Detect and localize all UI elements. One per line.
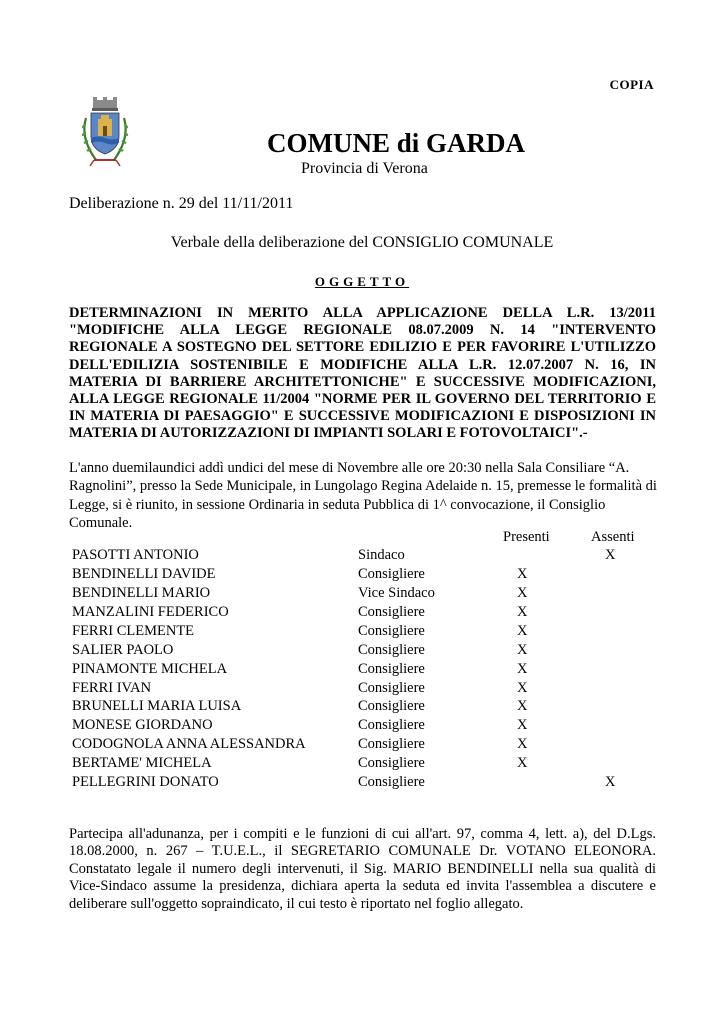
member-role: Consigliere xyxy=(358,755,425,771)
member-name: MONESE GIORDANO xyxy=(72,717,213,733)
table-row xyxy=(72,604,662,623)
table-row xyxy=(72,547,662,566)
member-role: Sindaco xyxy=(358,547,405,563)
member-name: BRUNELLI MARIA LUISA xyxy=(72,698,242,714)
member-name: CODOGNOLA ANNA ALESSANDRA xyxy=(72,736,306,752)
present-mark: X xyxy=(517,717,528,733)
table-row xyxy=(72,585,662,604)
present-mark: X xyxy=(517,661,528,677)
present-mark: X xyxy=(517,623,528,639)
member-name: SALIER PAOLO xyxy=(72,642,174,658)
present-mark: X xyxy=(517,680,528,696)
present-mark: X xyxy=(517,604,528,620)
member-role: Consigliere xyxy=(358,604,425,620)
member-name: BENDINELLI MARIO xyxy=(72,585,211,601)
member-name: PINAMONTE MICHELA xyxy=(72,661,228,677)
present-mark: X xyxy=(517,698,528,714)
deliberation-number: Deliberazione n. 29 del 11/11/2011 xyxy=(69,195,294,212)
present-mark: X xyxy=(517,755,528,771)
member-name: FERRI IVAN xyxy=(72,680,152,696)
present-mark: X xyxy=(517,642,528,658)
absent-column-header: Assenti xyxy=(591,529,635,545)
subject-heading: OGGETTO xyxy=(314,274,410,289)
member-role: Consigliere xyxy=(358,661,425,677)
table-row xyxy=(72,717,662,736)
member-role: Consigliere xyxy=(358,642,425,658)
table-row xyxy=(72,698,662,717)
table-row xyxy=(72,755,662,774)
member-name: BERTAME' MICHELA xyxy=(72,755,212,771)
copy-mark: COPIA xyxy=(609,77,654,92)
present-mark: X xyxy=(517,736,528,752)
subject-text: DETERMINAZIONI IN MERITO ALLA APPLICAZIONE DELLA L.R. 13/2011 "MODIFICHE ALLA LEGGE REGIONALE 08.07.2009 N. 14 "INTERVENTO REGIONALE A SOSTEGNO DEL SETTORE EDILIZIO E PER FAVORIRE L'UTILIZZO DELL'EDILIZIA SOSTENIBILE E MODIFICHE ALLA L.R. 12.07.2007 N. 16, IN MATERIA DI BARRIERE ARCHITETTONICHE" E SUCCESSIVE MODIFICAZIONI, ALLA LEGGE REGIONALE 11/2004 "NORME PER IL GOVERNO DEL TERRITORIO E IN MATERIA DI PAESAGGIO" E SUCCESSIVE MODIFICAZIONI E DISPOSIZIONI IN MATERIA DI AUTORIZZAZIONI DI IMPIANTI SOLARI E FOTOVOLTAICI".- xyxy=(69,305,656,442)
minutes-title: Verbale della deliberazione del CONSIGLIO COMUNALE xyxy=(170,234,554,251)
table-row xyxy=(72,566,662,585)
member-name: PASOTTI ANTONIO xyxy=(72,547,199,563)
member-name: FERRI CLEMENTE xyxy=(72,623,195,639)
table-row xyxy=(72,661,662,680)
member-role: Consigliere xyxy=(358,774,425,790)
present-column-header: Presenti xyxy=(503,529,550,545)
municipality-title: COMUNE di GARDA xyxy=(266,128,525,158)
member-role: Consigliere xyxy=(358,566,425,582)
present-mark: X xyxy=(517,566,528,582)
member-role: Consigliere xyxy=(358,698,425,714)
table-row xyxy=(72,736,662,755)
province-subtitle: Provincia di Verona xyxy=(301,160,428,177)
session-intro: L'anno duemilaundici addì undici del mese di Novembre alle ore 20:30 nella Sala Consiliare “A. Ragnolini”, presso la Sede Municipale, in Lungolago Regina Adelaide n. 15, premesse le formalità di Legge, si è riunito, in sessione Ordinaria in seduta Pubblica di 1^ convocazione, il Consiglio Comunale. xyxy=(69,460,657,531)
member-role: Consigliere xyxy=(358,736,425,752)
table-row xyxy=(72,623,662,642)
closing-paragraph: Partecipa all'adunanza, per i compiti e le funzioni di cui all'art. 97, comma 4, lett. a), del D.Lgs. 18.08.2000, n. 267 – T.U.E.L., il SEGRETARIO COMUNALE Dr. VOTANO ELEONORA. Constatato legale il numero degli intervenuti, il Sig. MARIO BENDINELLI nella sua qualità di Vice-Sindaco assume la presidenza, dichiara aperta la seduta ed invita l'assemblea a discutere e deliberare sull'oggetto sopraindicato, il cui testo è riportato nel foglio allegato. xyxy=(69,826,656,912)
member-name: BENDINELLI DAVIDE xyxy=(72,566,216,582)
member-name: PELLEGRINI DONATO xyxy=(72,774,219,790)
table-row xyxy=(72,774,662,793)
absent-mark: X xyxy=(605,774,616,790)
member-name: MANZALINI FEDERICO xyxy=(72,604,229,620)
member-role: Consigliere xyxy=(358,623,425,639)
member-role: Consigliere xyxy=(358,717,425,733)
member-role: Consigliere xyxy=(358,680,425,696)
table-row xyxy=(72,642,662,661)
absent-mark: X xyxy=(605,547,616,563)
table-row xyxy=(72,680,662,699)
present-mark: X xyxy=(517,585,528,601)
member-role: Vice Sindaco xyxy=(358,585,435,601)
